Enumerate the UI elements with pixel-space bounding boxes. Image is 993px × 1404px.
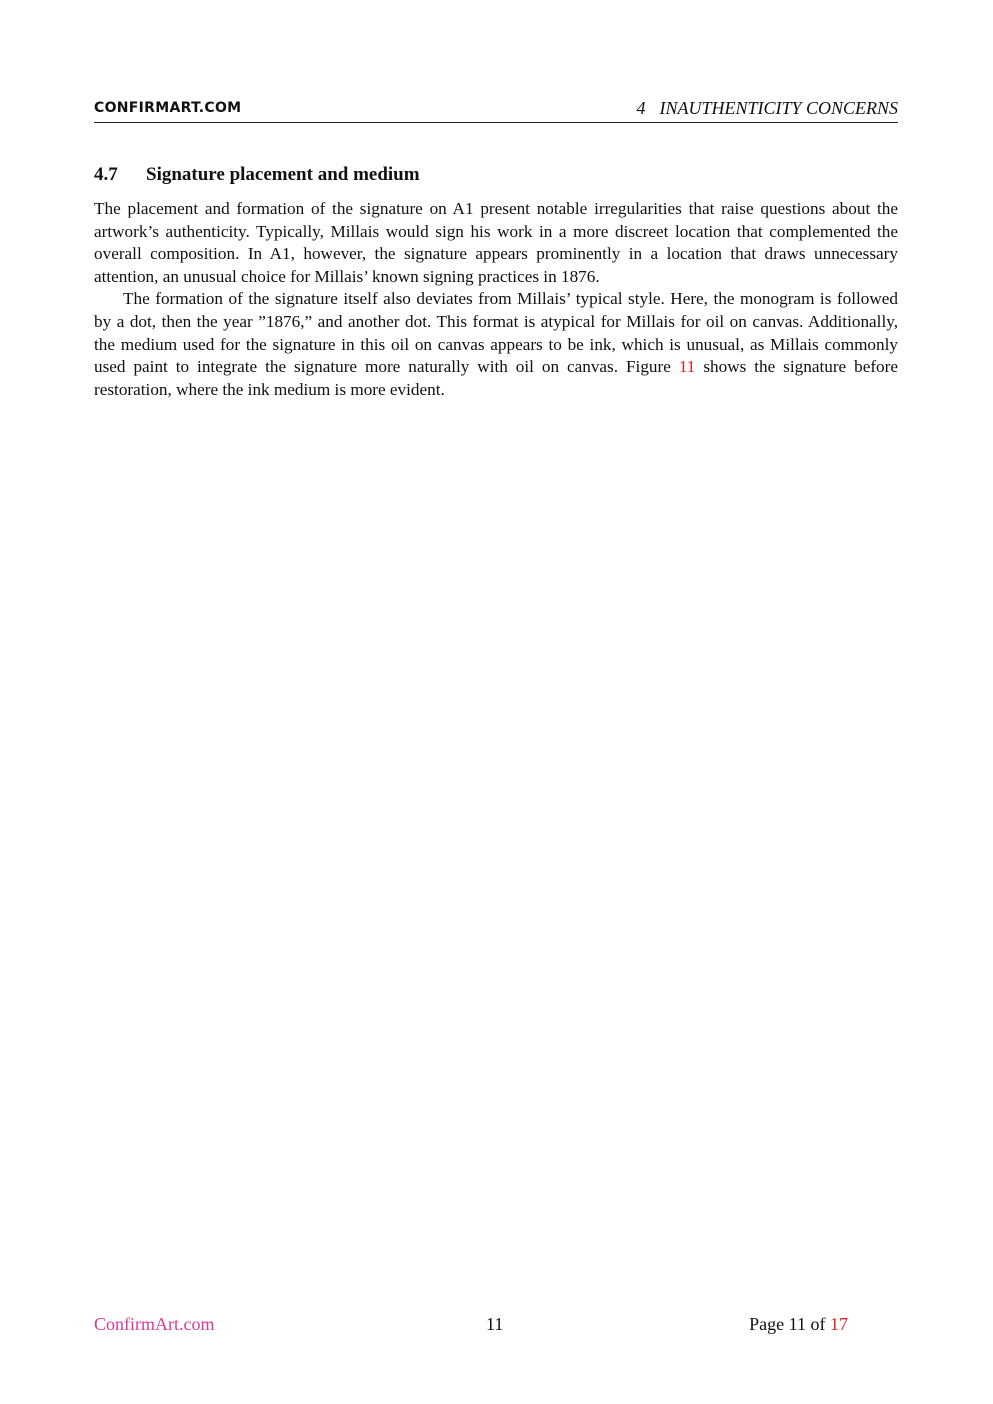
- page-footer: [94, 1314, 854, 1340]
- footer-site-link[interactable]: ConfirmArt.com: [94, 1314, 215, 1334]
- running-head-number: 4: [636, 98, 646, 118]
- footer-page-label: Page 11 of: [749, 1314, 830, 1334]
- footer-total-pages-link[interactable]: 17: [830, 1314, 848, 1334]
- paragraph-2-text-after: shows the signature before restoration, where the ink medium is more evident.: [94, 357, 899, 399]
- section-4-7: [94, 162, 898, 401]
- paragraph-1: The placement and formation of the signature on A1 present notable irregularities that raise questions about the artwork’s authenticity. Typically, Millais would sign his work in a more discreet location that complemented the overall composition. In A1, however, the signature appears prominently in a location that draws unnecessary attention, an unusual choice for Millais’ known signing practices in 1876.: [94, 199, 898, 286]
- footer-page-count: [749, 1314, 848, 1335]
- section-heading: [94, 162, 898, 188]
- running-head: [636, 98, 898, 119]
- footer-page-number: 11: [486, 1314, 504, 1334]
- running-head-title: INAUTHENTICITY CONCERNS: [659, 98, 898, 118]
- page-header: [94, 96, 898, 123]
- figure-reference-link[interactable]: 11: [678, 357, 696, 377]
- paragraph-2: [94, 288, 898, 401]
- section-title: Signature placement and medium: [146, 164, 420, 185]
- paragraph-2-text-before: The formation of the signature itself also deviates from Millais’ typical style. Here, the monogram is followed by a dot, then the year ”1876,” and another dot. This format is atypical for Millais for oil on canvas. Additionally, the medium used for the signature in this oil on canvas appears to be ink, which is unusual, as Millais commonly used paint to integrate the signature more naturally with oil on canvas. Figure: [94, 289, 898, 377]
- confirmart-logo: CONFIRMART.COM: [94, 100, 242, 116]
- section-number: 4.7: [94, 164, 118, 185]
